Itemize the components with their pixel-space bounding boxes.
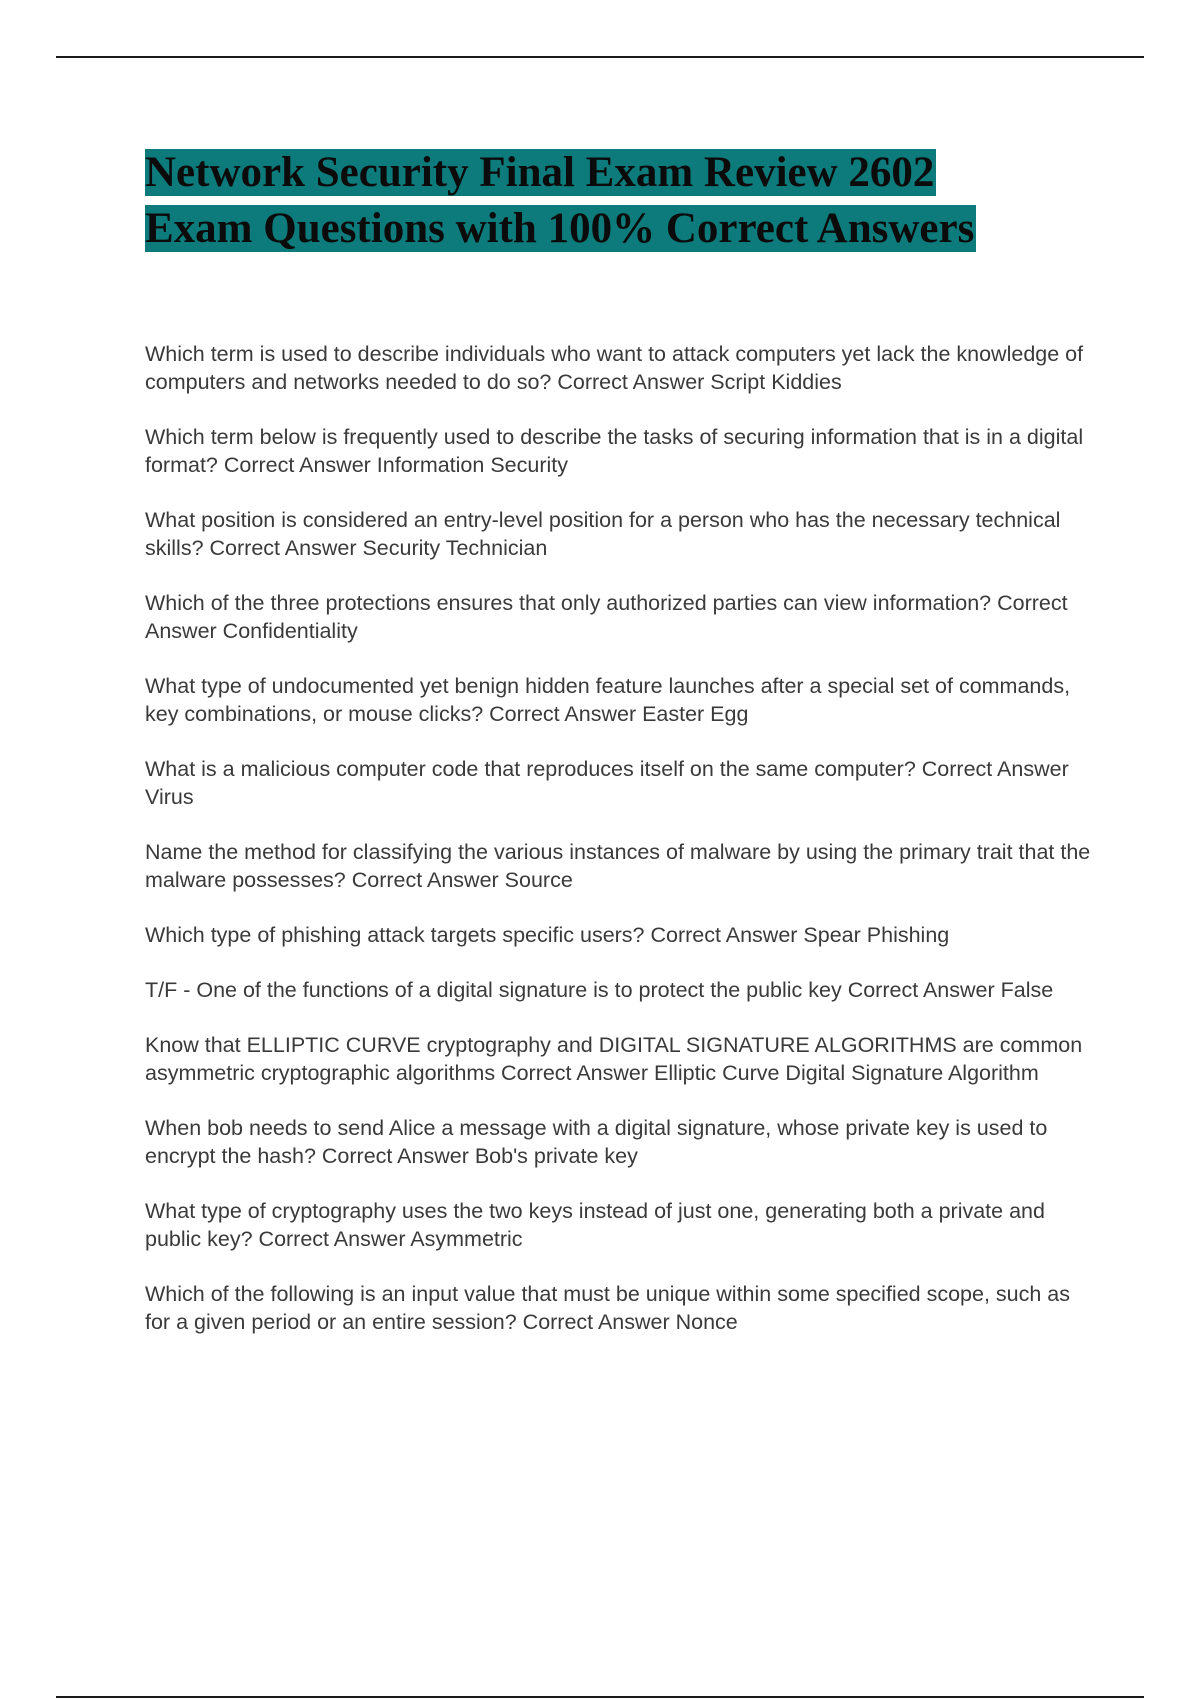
qa-item: Which term below is frequently used to describe the tasks of securing information that is in a digital format? Correct Answer Information Security — [145, 425, 1084, 477]
footer-rule — [56, 1696, 1144, 1698]
qa-list — [145, 340, 1095, 1363]
qa-item: What is a malicious computer code that reproduces itself on the same computer? Correct Answer Virus — [145, 757, 1069, 809]
document-title-line-2: Exam Questions with 100% Correct Answers — [145, 205, 975, 252]
qa-item: What type of undocumented yet benign hidden feature launches after a special set of commands, key combinations, or mouse clicks? Correct Answer Easter Egg — [145, 674, 1071, 726]
qa-item: Which type of phishing attack targets specific users? Correct Answer Spear Phishing — [145, 923, 950, 947]
header-rule — [56, 56, 1144, 58]
document-title — [145, 145, 1085, 257]
qa-item: Which of the following is an input value that must be unique within some specified scope, such as for a given period or an entire session? Correct Answer Nonce — [145, 1282, 1071, 1334]
document-title-line-1: Network Security Final Exam Review 2602 — [145, 149, 935, 196]
qa-item: Know that ELLIPTIC CURVE cryptography and DIGITAL SIGNATURE ALGORITHMS are common asymmetric cryptographic algorithms Correct Answer Elliptic Curve Digital Signature Algorithm — [145, 1033, 1083, 1085]
qa-item: What position is considered an entry-level position for a person who has the necessary technical skills? Correct Answer Security Technician — [145, 508, 1061, 560]
qa-item: Which of the three protections ensures that only authorized parties can view information? Correct Answer Confidentiality — [145, 591, 1068, 643]
qa-item: T/F - One of the functions of a digital signature is to protect the public key Correct Answer False — [145, 978, 1054, 1002]
qa-item: Which term is used to describe individuals who want to attack computers yet lack the knowledge of computers and networks needed to do so? Correct Answer Script Kiddies — [145, 342, 1084, 394]
qa-item: Name the method for classifying the various instances of malware by using the primary trait that the malware possesses? Correct Answer Source — [145, 840, 1091, 892]
qa-item: What type of cryptography uses the two keys instead of just one, generating both a private and public key? Correct Answer Asymmetric — [145, 1199, 1045, 1251]
qa-item: When bob needs to send Alice a message with a digital signature, whose private key is used to encrypt the hash? Correct Answer Bob's private key — [145, 1116, 1048, 1168]
